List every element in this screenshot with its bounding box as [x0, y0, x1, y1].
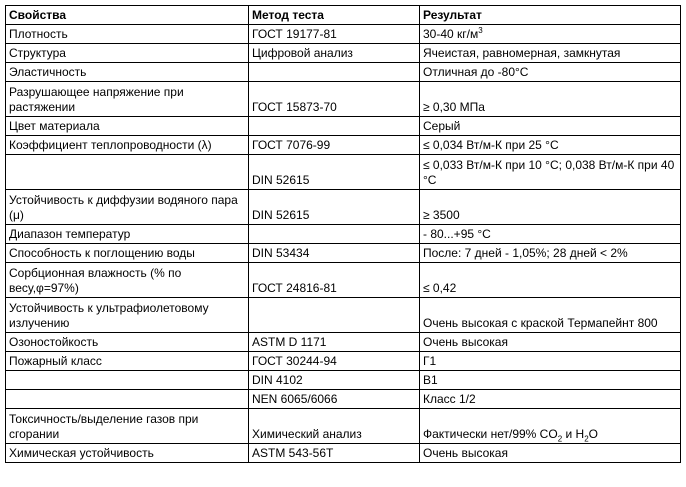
- result-cell: Очень высокая: [420, 444, 681, 463]
- property-cell: Химическая устойчивость: [6, 444, 249, 463]
- property-cell: Цвет материала: [6, 117, 249, 136]
- table-row: [6, 371, 681, 390]
- method-cell: ГОСТ 7076-99: [249, 136, 420, 155]
- method-cell: DIN 53434: [249, 244, 420, 263]
- result-text: 30-40 кг/м: [423, 27, 479, 41]
- result-cell: ≥ 0,30 МПа: [420, 82, 681, 117]
- property-cell: Диапазон температур: [6, 225, 249, 244]
- method-cell: [249, 117, 420, 136]
- subscript: 2: [584, 434, 589, 444]
- result-cell: Класс 1/2: [420, 390, 681, 409]
- result-cell: Ячеистая, равномерная, замкнутая: [420, 44, 681, 63]
- method-cell: ASTM D 1171: [249, 333, 420, 352]
- table-row: [6, 444, 681, 463]
- header-properties: Свойства: [6, 6, 249, 25]
- table-row: [6, 82, 681, 117]
- table-row: [6, 298, 681, 333]
- table-row: [6, 390, 681, 409]
- table-row: [6, 244, 681, 263]
- property-cell: Эластичность: [6, 63, 249, 82]
- property-cell: Коэффициент теплопроводности (λ): [6, 136, 249, 155]
- table-row: [6, 25, 681, 44]
- table-row: [6, 63, 681, 82]
- method-cell: [249, 63, 420, 82]
- result-cell: - 80...+95 °С: [420, 225, 681, 244]
- table-header-row: [6, 6, 681, 25]
- property-cell: Сорбционная влажность (% по весу,φ=97%): [6, 263, 249, 298]
- result-cell: [420, 409, 681, 444]
- table-row: [6, 136, 681, 155]
- property-cell: Структура: [6, 44, 249, 63]
- table-row: [6, 190, 681, 225]
- table-row: [6, 409, 681, 444]
- property-cell: Плотность: [6, 25, 249, 44]
- result-cell: Очень высокая с краской Термапейнт 800: [420, 298, 681, 333]
- method-cell: [249, 225, 420, 244]
- method-cell: ГОСТ 24816-81: [249, 263, 420, 298]
- property-cell: Пожарный класс: [6, 352, 249, 371]
- method-cell: ГОСТ 19177-81: [249, 25, 420, 44]
- property-cell: Токсичность/выделение газов при сгорании: [6, 409, 249, 444]
- table-row: [6, 117, 681, 136]
- subscript: 2: [557, 434, 563, 444]
- property-cell: [6, 155, 249, 190]
- result-text: и H: [562, 427, 585, 441]
- table-row: [6, 352, 681, 371]
- result-cell: ≤ 0,42: [420, 263, 681, 298]
- method-cell: [249, 298, 420, 333]
- method-cell: Химический анализ: [249, 409, 420, 444]
- result-cell: [420, 25, 681, 44]
- method-cell: DIN 52615: [249, 190, 420, 225]
- property-cell: Способность к поглощению воды: [6, 244, 249, 263]
- property-cell: Озоностойкость: [6, 333, 249, 352]
- header-test-method: Метод теста: [249, 6, 420, 25]
- table-row: [6, 263, 681, 298]
- header-result: Результат: [420, 6, 681, 25]
- table-row: [6, 225, 681, 244]
- table-row: [6, 44, 681, 63]
- method-cell: NEN 6065/6066: [249, 390, 420, 409]
- method-cell: Цифровой анализ: [249, 44, 420, 63]
- result-cell: ≤ 0,034 Вт/м-К при 25 °C: [420, 136, 681, 155]
- method-cell: ASTM 543-56T: [249, 444, 420, 463]
- result-text: Фактически нет/99% CO: [423, 427, 558, 441]
- result-cell: Отличная до -80°C: [420, 63, 681, 82]
- method-cell: ГОСТ 30244-94: [249, 352, 420, 371]
- result-cell: Г1: [420, 352, 681, 371]
- property-cell: Устойчивость к ультрафиолетовому излучению: [6, 298, 249, 333]
- result-cell: Очень высокая: [420, 333, 681, 352]
- result-cell: ≤ 0,033 Вт/м-К при 10 °С; 0,038 Вт/м-К при 40 °С: [420, 155, 681, 190]
- table-row: [6, 155, 681, 190]
- superscript: 3: [478, 26, 483, 35]
- method-cell: DIN 52615: [249, 155, 420, 190]
- property-cell: Устойчивость к диффузии водяного пара (μ): [6, 190, 249, 225]
- result-cell: После: 7 дней - 1,05%; 28 дней < 2%: [420, 244, 681, 263]
- property-cell: [6, 390, 249, 409]
- property-cell: Разрушающее напряжение при растяжении: [6, 82, 249, 117]
- result-text: O: [588, 427, 598, 441]
- properties-table: [5, 5, 681, 463]
- property-cell: [6, 371, 249, 390]
- table-row: [6, 333, 681, 352]
- properties-table-container: [5, 5, 681, 463]
- method-cell: ГОСТ 15873-70: [249, 82, 420, 117]
- result-cell: Серый: [420, 117, 681, 136]
- method-cell: DIN 4102: [249, 371, 420, 390]
- result-cell: ≥ 3500: [420, 190, 681, 225]
- result-cell: B1: [420, 371, 681, 390]
